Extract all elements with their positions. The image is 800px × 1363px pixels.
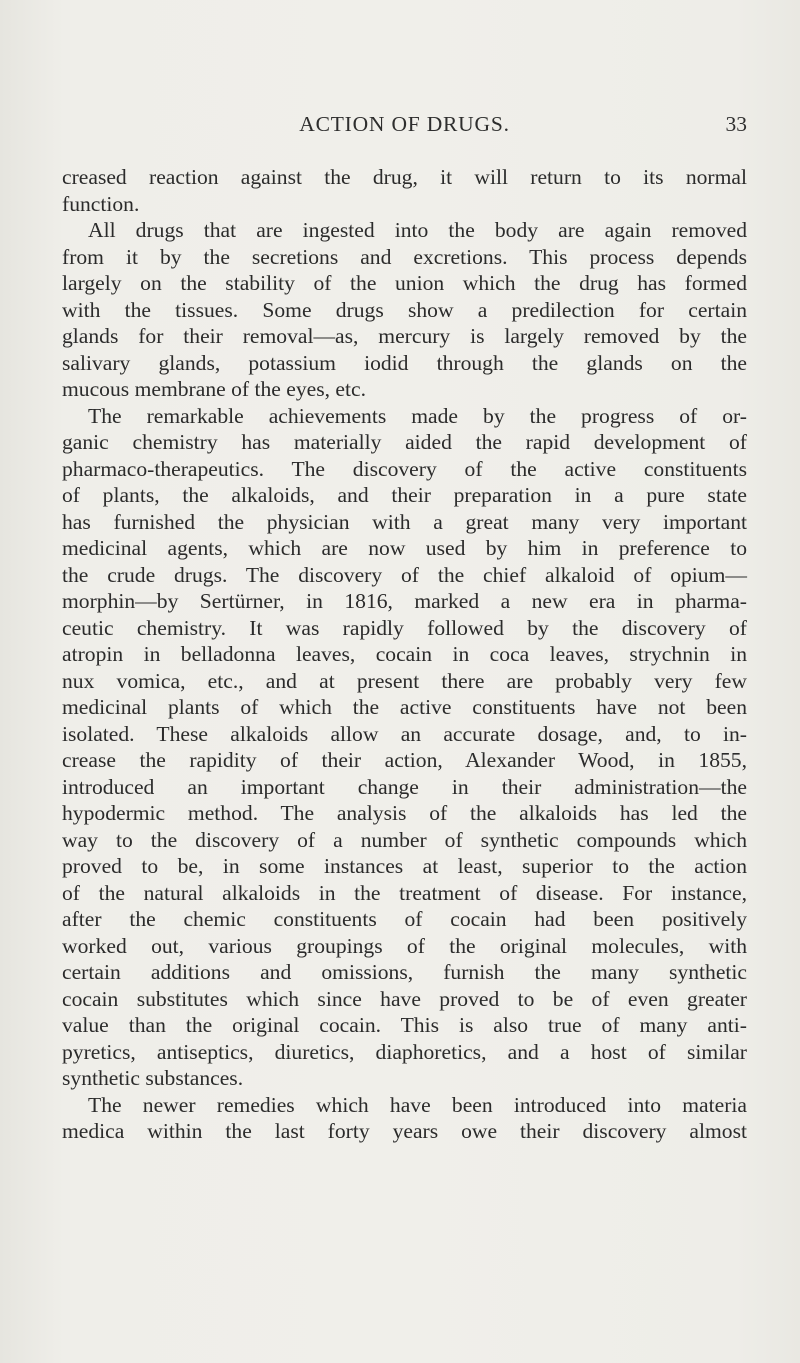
- text-line: certain additions and omissions, furnish the many synthetic: [62, 960, 747, 984]
- text-line: nux vomica, etc., and at present there are probably very few: [62, 668, 747, 693]
- text-line: from it by the secretions and excretions. This process depends: [62, 244, 747, 269]
- text-line: the crude drugs. The discovery of the chief alkaloid of opium—: [62, 562, 747, 587]
- body-text: [62, 164, 747, 1145]
- text-line: salivary glands, potassium iodid through the glands on the: [62, 350, 747, 375]
- text-line: morphin—by Sertürner, in 1816, marked a new era in pharma-: [62, 589, 747, 613]
- text-line: All drugs that are ingested into the body are again removed: [88, 218, 747, 242]
- text-line: mucous membrane of the eyes, etc.: [62, 377, 366, 401]
- text-line: The remarkable achievements made by the progress of or-: [88, 403, 747, 428]
- text-line: value than the original cocain. This is also true of many anti-: [62, 1013, 747, 1037]
- text-line: function.: [62, 191, 140, 216]
- text-line: largely on the stability of the union which the drug has formed: [62, 271, 747, 295]
- text-line: way to the discovery of a number of synthetic compounds which: [62, 827, 747, 852]
- text-line: pharmaco-therapeutics. The discovery of the active constituents: [62, 456, 747, 481]
- text-line: glands for their removal—as, mercury is largely removed by the: [62, 324, 747, 348]
- text-line: medica within the last forty years owe their discovery almost: [62, 1119, 747, 1143]
- text-line: introduced an important change in their administration—the: [62, 774, 747, 799]
- text-line: pyretics, antiseptics, diuretics, diaphoretics, and a host of similar: [62, 1039, 747, 1064]
- text-line: ganic chemistry has materially aided the rapid development of: [62, 430, 747, 454]
- text-line: crease the rapidity of their action, Alexander Wood, in 1855,: [62, 748, 747, 772]
- text-line: of the natural alkaloids in the treatment of disease. For instance,: [62, 880, 747, 905]
- text-line: of plants, the alkaloids, and their preparation in a pure state: [62, 483, 747, 507]
- text-line: medicinal plants of which the active constituents have not been: [62, 695, 747, 719]
- text-line: proved to be, in some instances at least, superior to the action: [62, 854, 747, 878]
- text-line: cocain substitutes which since have proved to be of even greater: [62, 986, 747, 1011]
- text-line: has furnished the physician with a great many very important: [62, 509, 747, 534]
- page-number: 33: [725, 112, 747, 136]
- text-line: synthetic substances.: [62, 1066, 244, 1090]
- text-line: medicinal agents, which are now used by him in preference to: [62, 536, 747, 560]
- text-line: after the chemic constituents of cocain had been positively: [62, 907, 747, 931]
- running-head: [62, 112, 747, 142]
- text-line: The newer remedies which have been introduced into materia: [88, 1092, 747, 1117]
- text-line: hypodermic method. The analysis of the alkaloids has led the: [62, 801, 747, 825]
- running-title: ACTION OF DRUGS.: [299, 112, 510, 136]
- text-line: atropin in belladonna leaves, cocain in coca leaves, strychnin in: [62, 642, 747, 666]
- text-line: with the tissues. Some drugs show a predilection for certain: [62, 297, 747, 322]
- text-line: worked out, various groupings of the original molecules, with: [62, 933, 747, 958]
- text-line: creased reaction against the drug, it will return to its normal: [62, 165, 747, 189]
- text-line: ceutic chemistry. It was rapidly followed by the discovery of: [62, 615, 747, 640]
- text-line: isolated. These alkaloids allow an accurate dosage, and, to in-: [62, 721, 747, 746]
